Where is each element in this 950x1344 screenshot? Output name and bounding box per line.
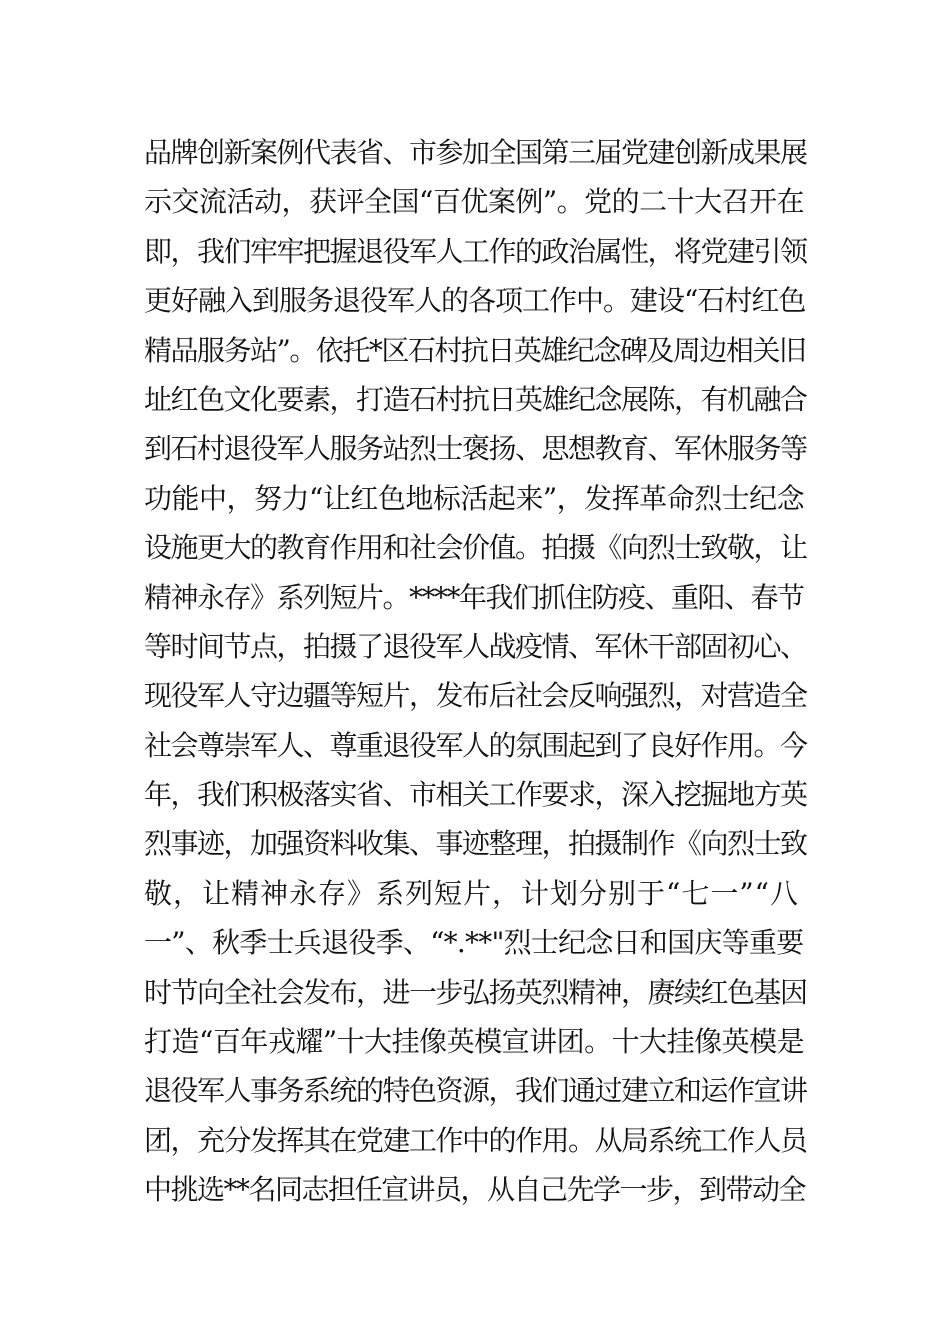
text-line-18: 时节向全社会发布，进一步弘扬英烈精神，赓续红色基因 [144, 975, 807, 1009]
text-line-2: 示交流活动，获评全国“百优案例”。党的二十大召开在 [144, 185, 805, 219]
text-line-11: 等时间节点，拍摄了退役军人战疫情、军休干部固初心、 [144, 629, 807, 663]
text-line-10: 精神永存》系列短片。****年我们抓住防疫、重阳、春节 [144, 580, 804, 614]
text-line-21: 团，充分发挥其在党建工作中的作用。从局系统工作人员 [144, 1123, 807, 1157]
text-line-6: 址红色文化要素，打造石村抗日英雄纪念展陈，有机融合 [144, 382, 807, 416]
text-line-9: 设施更大的教育作用和社会价值。拍摄《向烈士致敬，让 [144, 531, 807, 565]
text-line-12: 现役军人守边疆等短片，发布后社会反响强烈，对营造全 [144, 679, 807, 713]
text-line-15: 烈事迹，加强资料收集、事迹整理，拍摄制作《向烈士致 [144, 827, 807, 861]
text-line-8: 功能中，努力“让红色地标活起来”，发挥革命烈士纪念 [144, 481, 805, 515]
text-line-1: 品牌创新案例代表省、市参加全国第三届党建创新成果展 [144, 136, 807, 169]
text-line-16: 敬，让精神永存》系列短片，计划分别于“七一”“八 [144, 876, 799, 910]
text-line-7: 到石村退役军人服务站烈士褒扬、思想教育、军休服务等 [144, 432, 807, 466]
text-line-22: 中挑选**名同志担任宣讲员，从自己先学一步，到带动全 [144, 1173, 806, 1207]
text-line-4: 更好融入到服务退役军人的各项工作中。建设“石村红色 [144, 284, 806, 318]
body-text [144, 128, 809, 1215]
text-line-19: 打造“百年戎耀”十大挂像英模宣讲团。十大挂像英模是 [144, 1025, 805, 1059]
text-line-20: 退役军人事务系统的特色资源，我们通过建立和运作宣讲 [144, 1074, 807, 1108]
text-line-3: 即，我们牢牢把握退役军人工作的政治属性，将党建引领 [144, 234, 807, 268]
text-line-14: 年，我们积极落实省、市相关工作要求，深入挖掘地方英 [144, 778, 807, 812]
text-line-17: 一”、秋季士兵退役季、“*.**"烈士纪念日和国庆等重要 [144, 926, 804, 960]
text-line-13: 社会尊崇军人、尊重退役军人的氛围起到了良好作用。今 [144, 728, 807, 762]
text-line-5: 精品服务站”。依托*区石村抗日英雄纪念碑及周边相关旧 [144, 333, 806, 367]
